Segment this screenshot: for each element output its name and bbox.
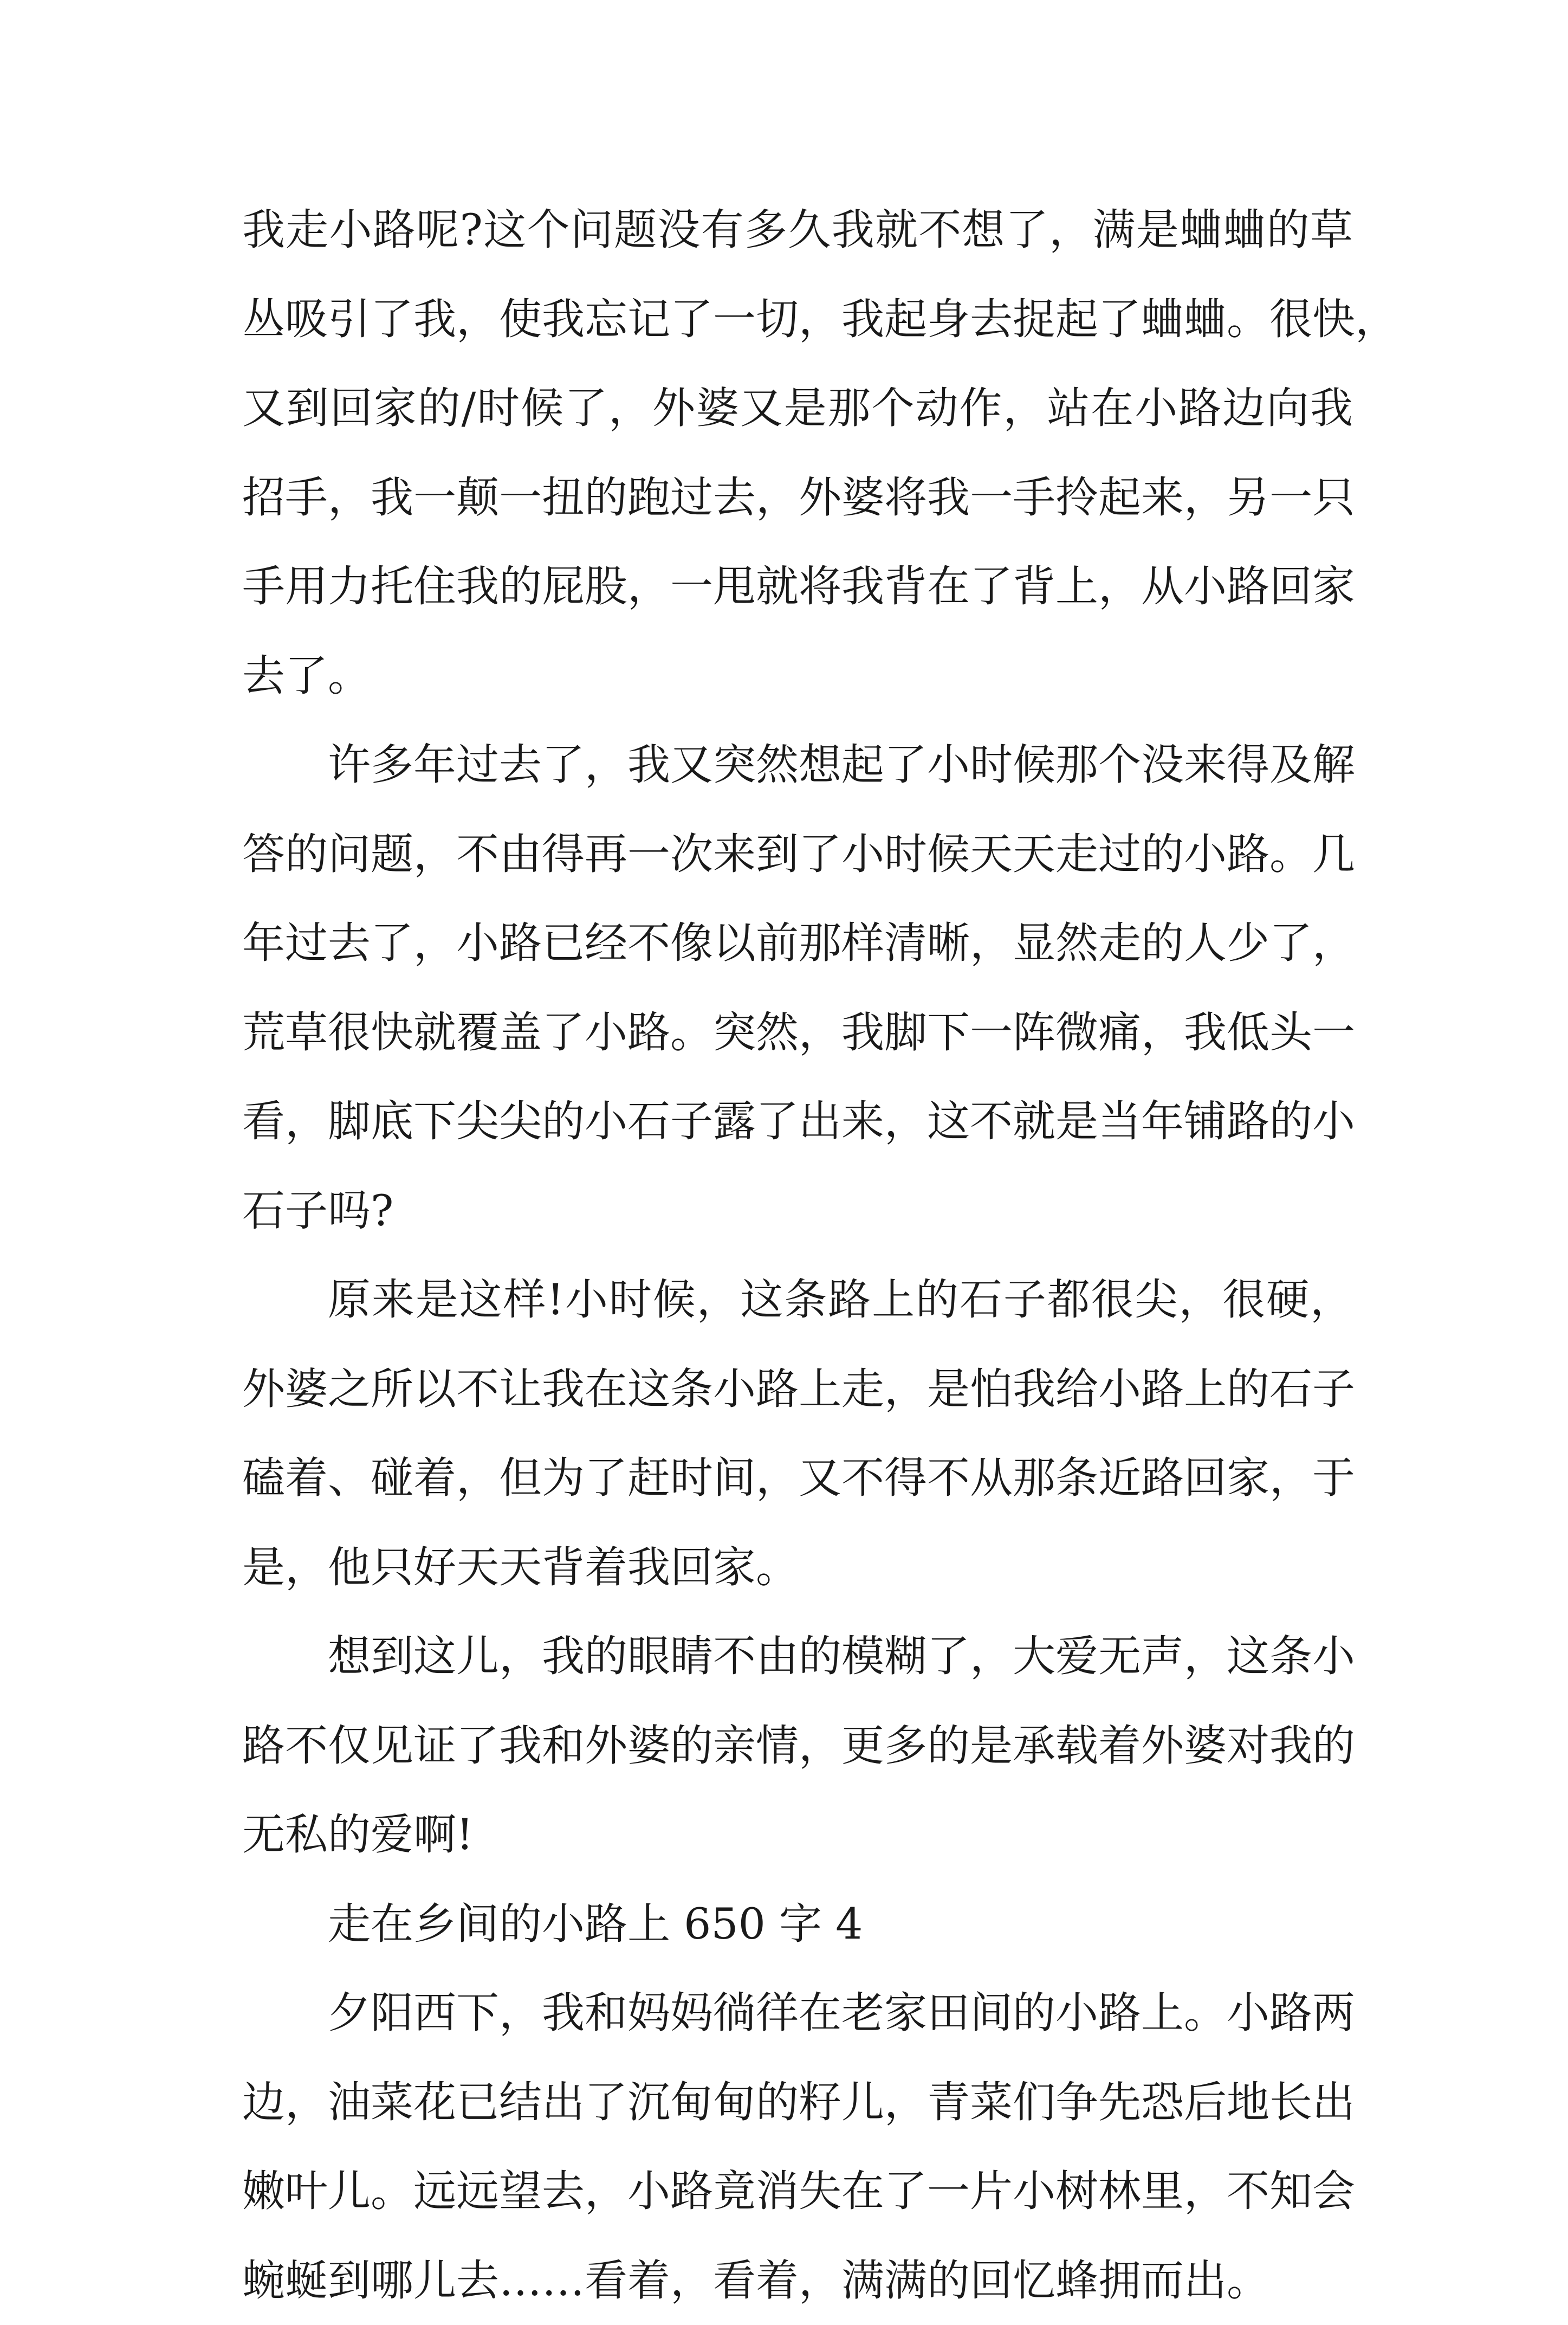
text-line: 我走小路呢?这个问题没有多久我就不想了，满是蛐蛐的草 — [242, 185, 1353, 275]
text-line: 是，他只好天天背着我回家。 — [242, 1523, 1353, 1612]
paragraph-first-line: 原来是这样!小时候，这条路上的石子都很尖，很硬， — [242, 1255, 1353, 1345]
text-line: 外婆之所以不让我在这条小路上走，是怕我给小路上的石子 — [242, 1345, 1353, 1434]
text-line: 蜿蜒到哪儿去……看着，看着，满满的回忆蜂拥而出。 — [242, 2236, 1353, 2325]
text-line: 招手，我一颠一扭的跑过去，外婆将我一手拎起来，另一只 — [242, 453, 1353, 542]
text-line: 答的问题，不由得再一次来到了小时候天天走过的小路。几 — [242, 810, 1353, 899]
text-line: 去了。 — [242, 631, 1353, 721]
essay-body — [242, 185, 1353, 2325]
text-line: 边，油菜花已结出了沉甸甸的籽儿，青菜们争先恐后地长出 — [242, 2058, 1353, 2147]
text-line: 磕着、碰着，但为了赶时间，又不得不从那条近路回家，于 — [242, 1433, 1353, 1523]
text-line: 路不仅见证了我和外婆的亲情，更多的是承载着外婆对我的 — [242, 1701, 1353, 1791]
text-line: 年过去了，小路已经不像以前那样清晰，显然走的人少了， — [242, 899, 1353, 988]
text-line: 丛吸引了我，使我忘记了一切，我起身去捉起了蛐蛐。很快， — [242, 275, 1353, 364]
paragraph-first-line: 许多年过去了，我又突然想起了小时候那个没来得及解 — [242, 720, 1353, 810]
section-heading: 走在乡间的小路上 650 字 4 — [242, 1880, 1353, 1969]
text-line: 荒草很快就覆盖了小路。突然，我脚下一阵微痛，我低头一 — [242, 988, 1353, 1077]
text-line: 看，脚底下尖尖的小石子露了出来，这不就是当年铺路的小 — [242, 1077, 1353, 1166]
paragraph-first-line: 夕阳西下，我和妈妈徜徉在老家田间的小路上。小路两 — [242, 1968, 1353, 2058]
paragraph-first-line: 想到这儿，我的眼睛不由的模糊了，大爱无声，这条小 — [242, 1612, 1353, 1701]
text-line: 手用力托住我的屁股，一甩就将我背在了背上，从小路回家 — [242, 542, 1353, 631]
text-line: 又到回家的/时候了，外婆又是那个动作，站在小路边向我 — [242, 364, 1353, 453]
text-line: 石子吗? — [242, 1166, 1353, 1256]
text-line: 无私的爱啊! — [242, 1790, 1353, 1880]
text-line: 嫩叶儿。远远望去，小路竟消失在了一片小树林里，不知会 — [242, 2147, 1353, 2236]
